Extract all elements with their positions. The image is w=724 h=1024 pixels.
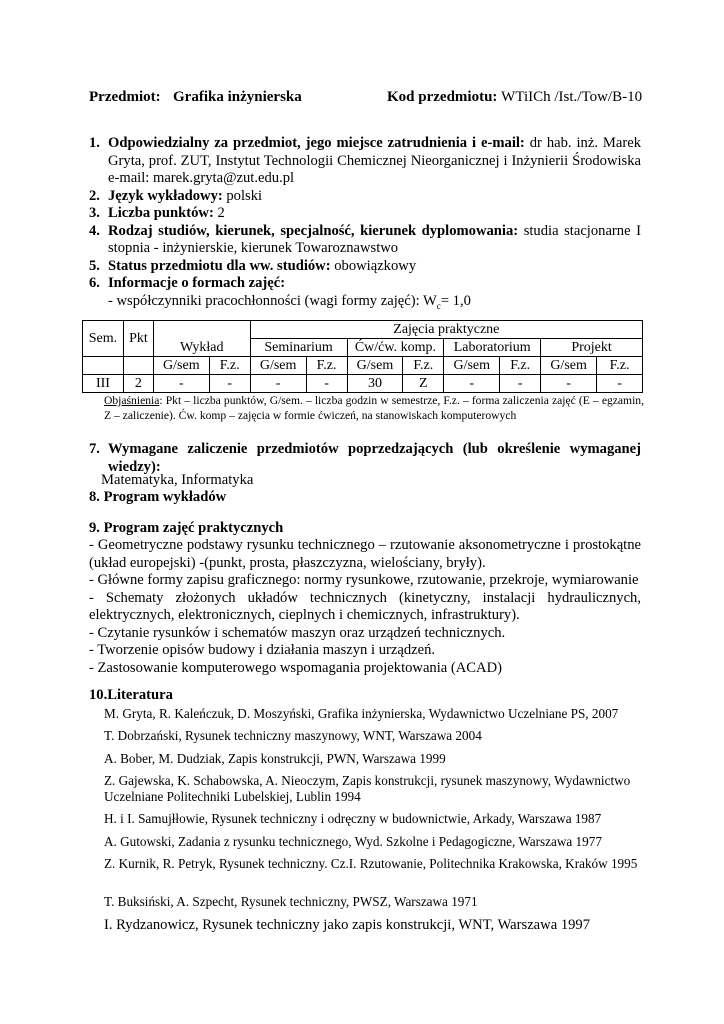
table-cell: III [83, 375, 124, 393]
item-value: dr hab. inż. Marek Gryta, prof. ZUT, Instytut Technologii Chemicznej Nieorganicznej i Inżynierii Środowiska e-mail: marek.gryta@zut.edu.pl [108, 135, 641, 186]
table-cell: 30 [347, 375, 403, 393]
sub-header-f: F.z. [597, 357, 643, 375]
table-cell: - [597, 375, 643, 393]
sub-header-g: G/sem [347, 357, 403, 375]
literature-item: T. Buksiński, A. Szpecht, Rysunek techniczny, PWSZ, Warszawa 1971 [104, 894, 478, 909]
item-number: 2. [89, 187, 100, 204]
course-info-list [89, 135, 641, 315]
weights-line [89, 293, 641, 315]
info-item [89, 223, 641, 258]
sub-header-g: G/sem [250, 357, 306, 375]
list-item: - Główne formy zapisu graficznego: normy rysunkowe, rzutowanie, przekroje, wymiarowanie [89, 572, 639, 588]
item-number: 3. [89, 205, 100, 221]
header-group: Laboratorium [444, 339, 541, 357]
section-number: 9. [89, 520, 100, 536]
item-value: studia stacjonarne I stopnia - inżynierskie, kierunek Towaroznawstwo [108, 222, 641, 256]
item-label: Liczba punktów: [108, 205, 214, 221]
item-label: Język wykładowy: [108, 187, 223, 204]
section-number: 8. [89, 489, 100, 505]
weights-value: = 1,0 [440, 292, 471, 309]
sub-header-g: G/sem [444, 357, 500, 375]
info-item [89, 188, 641, 206]
item-label: Informacje o formach zajęć: [108, 275, 286, 291]
explanation-label: Objaśnienia [104, 394, 160, 407]
section-7 [89, 441, 641, 476]
table-cell: - [153, 375, 209, 393]
literature-item: Z. Kurnik, R. Petryk, Rysunek techniczny. Cz.I. Rzutowanie, Politechnika Krakowska, Kraków 1995 [104, 856, 638, 871]
item-number: 4. [89, 222, 100, 239]
table-cell: 2 [123, 375, 153, 393]
prerequisites: Matematyka, Informatyka [101, 472, 254, 488]
weights-subscript: c [436, 300, 441, 311]
subject-label: Przedmiot: [89, 89, 161, 105]
classes-table [82, 320, 643, 393]
sub-header-f: F.z. [209, 357, 250, 375]
literature-item: I. Rydzanowicz, Rysunek techniczny jako zapis konstrukcji, WNT, Warszawa 1997 [104, 917, 591, 933]
table-cell: - [500, 375, 541, 393]
info-item [89, 205, 641, 223]
header-group: Ćw/ćw. komp. [347, 339, 444, 357]
sub-header-g: G/sem [541, 357, 597, 375]
table-cell: - [209, 375, 250, 393]
empty-cell [83, 357, 124, 375]
sub-header-f: F.z. [403, 357, 444, 375]
sub-header-f: F.z. [500, 357, 541, 375]
header-zajecia: Zajęcia praktyczne [250, 321, 642, 339]
list-item: - Schematy złożonych układów technicznych (kinetyczny, instalacji hydraulicznych, elektrycznych, elektronicznych, cieplnych i chemicznych, infrastruktury). [89, 589, 641, 623]
header-group: Seminarium [250, 339, 347, 357]
section-title: Program zajęć praktycznych [103, 520, 284, 536]
table-cell: - [250, 375, 306, 393]
header-group: Projekt [541, 339, 643, 357]
literature-item: A. Gutowski, Zadania z rysunku technicznego, Wyd. Szkolne i Pedagogiczne, Warszawa 1977 [104, 834, 602, 849]
header-sem: Sem. [83, 321, 124, 357]
sub-header-f: F.z. [306, 357, 347, 375]
section-number: 7. [89, 441, 100, 457]
literature-item: H. i I. Samujłłowie, Rysunek techniczny i odręczny w budownictwie, Arkady, Warszawa 1987 [104, 811, 602, 826]
empty-cell [123, 357, 153, 375]
item-number: 1. [89, 135, 100, 151]
sub-header-g: G/sem [153, 357, 209, 375]
table-cell: - [444, 375, 500, 393]
header-pkt: Pkt [123, 321, 153, 357]
literature-item: M. Gryta, R. Kaleńczuk, D. Moszyński, Grafika inżynierska, Wydawnictwo Uczelniane PS, 2007 [104, 706, 619, 721]
info-item [89, 135, 641, 188]
section-title: Wymagane zaliczenie przedmiotów poprzedzających (lub określenie wymaganej wiedzy): [108, 441, 641, 475]
section-9 [89, 520, 283, 538]
item-label: Odpowiedzialny za przedmiot, jego miejsce zatrudnienia i e-mail: [108, 135, 525, 151]
list-item: - Geometryczne podstawy rysunku technicznego – rzutowanie aksonometryczne i prostokątne (układ europejski) -(punkt, prosta, płaszczyzna, wielościany, bryły). [89, 537, 641, 571]
course-code [387, 89, 642, 106]
list-item: - Czytanie rysunków i schematów maszyn oraz urządzeń technicznych. [89, 624, 506, 641]
table-row [83, 375, 643, 393]
item-value: 2 [213, 205, 225, 221]
table-explanation [104, 394, 644, 423]
list-item: - Tworzenie opisów budowy i działania maszyn i urządzeń. [89, 642, 436, 658]
table-cell: - [541, 375, 597, 393]
info-item [89, 275, 641, 293]
table-cell: - [306, 375, 347, 393]
item-number: 6. [89, 275, 100, 291]
explanation-text: : Pkt – liczba punktów, G/sem. – liczba godzin w semestrze, F.z. – forma zaliczenia zajęć (E – egzamin, Z – zaliczenie). Ćw. komp – zajęcia w formie ćwiczeń, na stanowiskach komputerowych [104, 394, 644, 422]
practical-program [89, 537, 641, 677]
section-title: Program wykładów [103, 489, 227, 505]
item-label: Rodzaj studiów, kierunek, specjalność, kierunek dyplomowania: [108, 222, 519, 239]
item-label: Status przedmiotu dla ww. studiów: [108, 257, 331, 274]
literature-item: Z. Gajewska, K. Schabowska, A. Nieoczym, Zapis konstrukcji, rysunek maszynowy, Wydawnictwo Uczelniane Politechniki Lubelskiej, Lublin 1994 [104, 773, 631, 804]
subject-name: Grafika inżynierska [173, 89, 302, 105]
section-10: 10.Literatura [89, 687, 173, 703]
weights-text: - współczynniki pracochłonności (wagi formy zajęć): W [108, 292, 437, 309]
literature-item: T. Dobrzański, Rysunek techniczny maszynowy, WNT, Warszawa 2004 [104, 728, 482, 743]
code-label: Kod przedmiotu: [387, 89, 498, 105]
info-item [89, 258, 641, 276]
list-item: - Zastosowanie komputerowego wspomagania projektowania (ACAD) [89, 659, 502, 676]
item-value: obowiązkowy [330, 257, 417, 274]
code-value: WTiICh /Ist./Tow/B-10 [501, 89, 643, 105]
section-8 [89, 489, 226, 507]
item-number: 5. [89, 257, 100, 274]
table-cell: Z [403, 375, 444, 393]
item-value: polski [222, 187, 263, 204]
literature-item: A. Bober, M. Dudziak, Zapis konstrukcji, PWN, Warszawa 1999 [104, 751, 446, 766]
header-wyklad: Wykład [153, 321, 250, 357]
